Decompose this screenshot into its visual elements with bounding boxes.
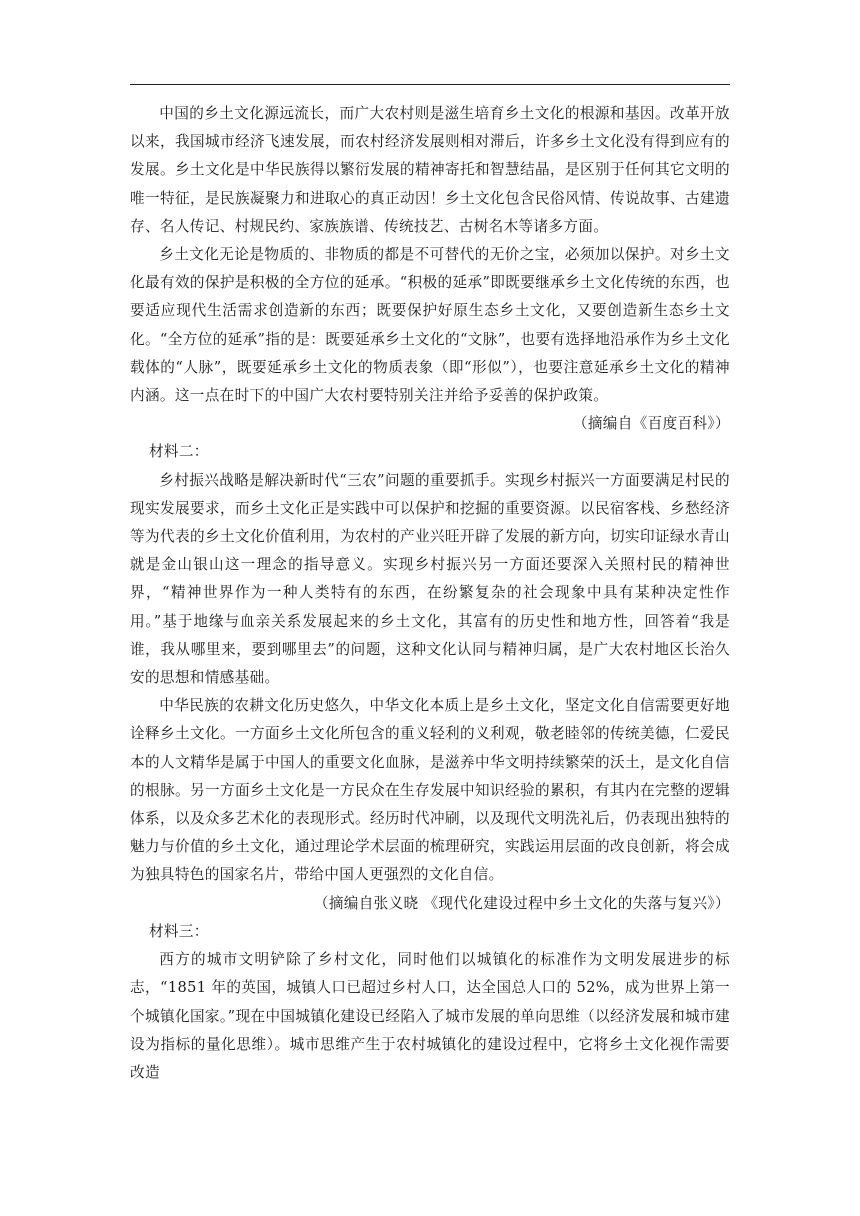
section-label: 材料三： [148,922,209,940]
top-rule [130,84,730,85]
paragraph: 西方的城市文明铲除了乡村文化，同时他们以城镇化的标准作为文明发展进步的标志，“1851 年的英国，城镇人口已超过乡村人口，达全国总人口的 52%，成为世界上第一个城镇化国家。”现在中国城镇化建设已经陷入了城市发展的单向思维（以经济发展和城市建设为指标的量化思维）。城市思维产生于农村城镇化的建设过程中，它将乡土文化视作需要改造 [130,951,730,1081]
paragraph: 乡土文化无论是物质的、非物质的都是不可替代的无价之宝，必须加以保护。对乡土文化最有效的保护是积极的全方位的延承。“积极的延承”即既要继承乡土文化传统的东西，也要适应现代生活需求创造新的东西；既要保护好原生态乡土文化，又要创造新生态乡土文化。“全方位的延承”指的是：既要延承乡土文化的“文脉”，也要有选择地沿承作为乡土文化载体的“人脉”，既要延承乡土文化的物质表象（即“形似”），也要注意延承乡土文化的精神内涵。这一点在时下的中国广大农村要特别关注并给予妥善的保护政策。 [130,246,730,405]
paragraph: 中国的乡土文化源远流长，而广大农村则是滋生培育乡土文化的根源和基因。改革开放以来，我国城市经济飞速发展，而农村经济发展则相对滞后，许多乡土文化没有得到应有的发展。乡土文化是中华民族得以繁衍发展的精神寄托和智慧结晶，是区别于任何其它文明的唯一特征，是民族凝聚力和进取心的真正动因！乡土文化包含民俗风情、传说故事、古建遗存、名人传记、村规民约、家族族谱、传统技艺、古树名木等诸多方面。 [130,105,730,235]
article-body [130,100,730,1087]
source-citation: （摘编自张义晓 《现代化建设过程中乡土文化的失落与复兴》） [313,894,730,912]
paragraph: 乡村振兴战略是解决新时代“三农”问题的重要抓手。实现乡村振兴一方面要满足村民的现实发展要求，而乡土文化正是实践中可以保护和挖掘的重要资源。以民宿客栈、乡愁经济等为代表的乡土文化价值利用，为农村的产业兴旺开辟了发展的新方向，切实印证绿水青山就是金山银山这一理念的指导意义。实现乡村振兴另一方面还要深入关照村民的精神世界，“精神世界作为一种人类特有的东西，在纷繁复杂的社会现象中具有某种决定性作用。”基于地缘与血亲关系发展起来的乡土文化，其富有的历史性和地方性，回答着“我是谁，我从哪里来，要到哪里去”的问题，这种文化认同与精神归属，是广大农村地区长治久安的思想和情感基础。 [130,471,730,687]
paragraph: 中华民族的农耕文化历史悠久，中华文化本质上是乡土文化，坚定文化自信需要更好地诠释乡土文化。一方面乡土文化所包含的重义轻利的义利观，敬老睦邻的传统美德，仁爱民本的人文精华是属于中国人的重要文化血脉，是滋养中华文明持续繁荣的沃土，是文化自信的根脉。另一方面乡土文化是一方民众在生存发展中知识经验的累积，有其内在完整的逻辑体系，以及众多艺术化的表现形式。经历时代冲刷，以及现代文明洗礼后，仍表现出独特的魅力与价值的乡土文化，通过理论学术层面的梳理研究，实践运用层面的改良创新，将会成为独具特色的国家名片，带给中国人更强烈的文化自信。 [130,697,730,884]
source-citation: （摘编自《百度百科》） [572,415,730,433]
section-label: 材料二： [148,443,209,461]
